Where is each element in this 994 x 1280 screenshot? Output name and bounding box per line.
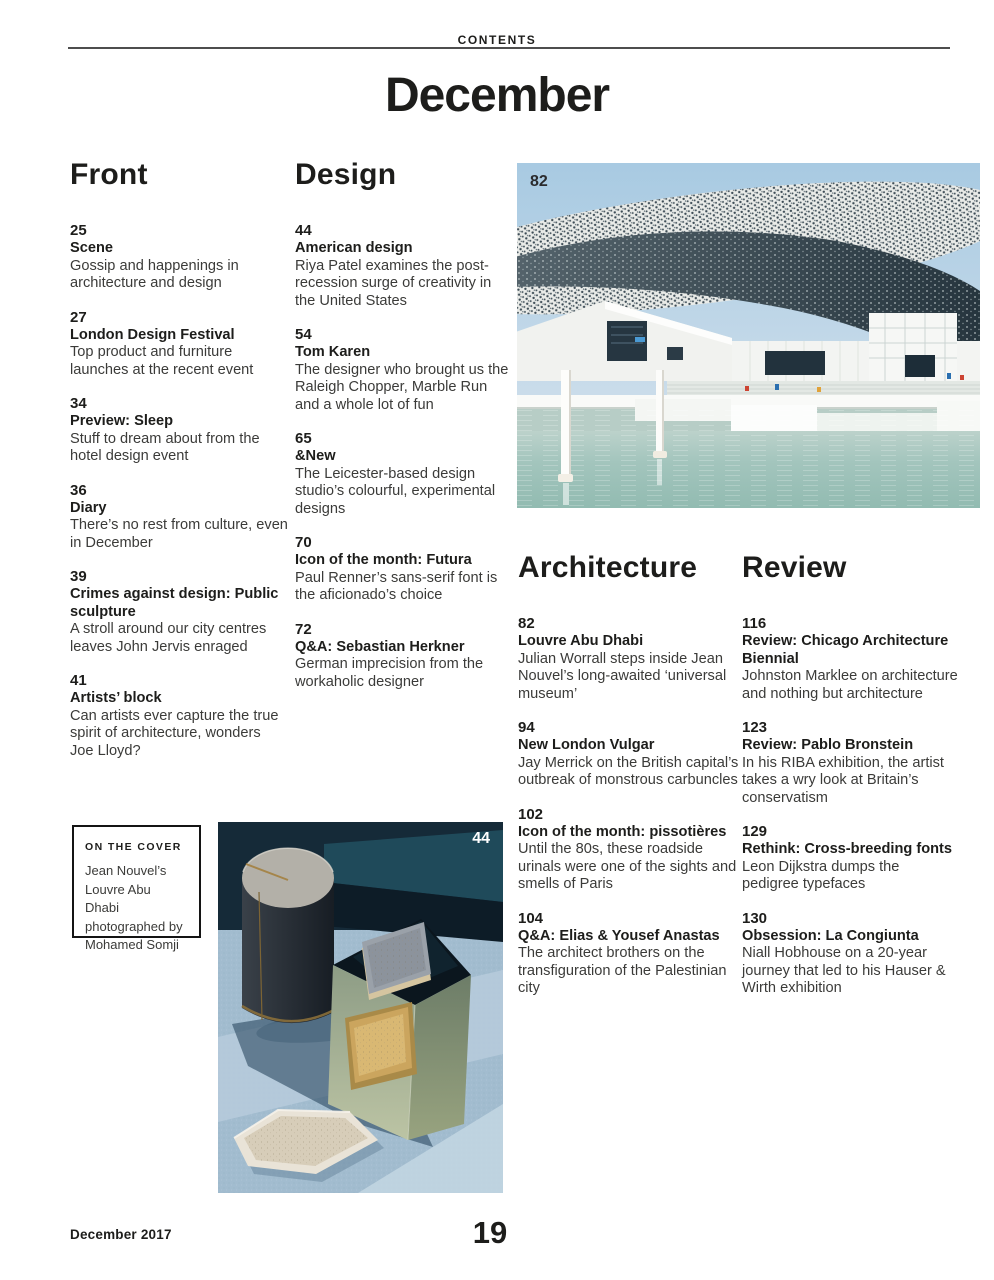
entry-page-number: 25	[70, 222, 87, 239]
louvre-abu-dhabi-photo	[517, 163, 980, 508]
toc-entry	[742, 910, 960, 998]
entry-description: Johnston Marklee on architecture and nothing but architecture	[742, 668, 958, 702]
entry-title: Preview: Sleep	[70, 413, 174, 429]
toc-entry	[70, 482, 288, 553]
toc-entry	[295, 326, 509, 414]
entry-page-number: 129	[742, 823, 768, 840]
entry-description: Niall Hobhouse on a 20-year journey that led to his Hauser & Wirth exhibition	[742, 945, 946, 996]
on-the-cover-box	[72, 825, 201, 952]
entry-title: Crimes against design: Public sculpture	[70, 586, 279, 620]
entry-title: Scene	[70, 240, 113, 256]
entry-description: German imprecision from the workaholic designer	[295, 656, 484, 690]
still-life-photo	[218, 822, 503, 1193]
photo-page-ref: 82	[530, 173, 548, 190]
entry-title: Q&A: Sebastian Herkner	[295, 638, 465, 655]
entry-page-number: 65	[295, 430, 312, 447]
header-rule	[68, 47, 950, 49]
entry-page-number: 54	[295, 326, 312, 343]
entry-page-number: 39	[70, 568, 87, 585]
footer-issue-date: December 2017	[70, 1227, 172, 1242]
page-kicker: CONTENTS	[457, 33, 537, 47]
entry-title: New London Vulgar	[518, 737, 655, 753]
toc-entry	[70, 672, 288, 760]
entry-title: Obsession: La Congiunta	[742, 927, 919, 944]
entry-title: Q&A: Elias & Yousef Anastas	[518, 927, 720, 944]
entry-description: Riya Patel examines the post-recession surge of creativity in the United States	[295, 257, 492, 309]
section-heading: Front	[70, 158, 148, 191]
entry-description: Julian Worrall steps inside Jean Nouvel’s long-awaited ‘universal museum’	[518, 650, 727, 702]
toc-entry	[742, 615, 960, 703]
section-front	[70, 150, 288, 776]
cover-box-label: ON THE COVER	[85, 841, 182, 853]
cover-box-text: Jean Nouvel’s Louvre Abu Dhabi photographed by Mohamed Somji	[85, 863, 183, 952]
entry-title: American design	[295, 240, 413, 256]
entry-description: Jay Merrick on the British capital’s outbreak of monstrous carbuncles	[518, 754, 739, 788]
toc-entry	[518, 806, 744, 894]
entry-title: London Design Festival	[70, 326, 235, 343]
toc-entry	[295, 430, 509, 518]
entry-description: Top product and furniture launches at the recent event	[70, 344, 254, 378]
toc-entry	[295, 534, 509, 605]
section-heading: Review	[742, 551, 847, 584]
entry-title: Icon of the month: pissotières	[518, 823, 727, 840]
entry-description: The architect brothers on the transfiguration of the Palestinian city	[518, 945, 727, 996]
entry-page-number: 44	[295, 222, 312, 239]
entry-page-number: 36	[70, 481, 87, 499]
toc-entry	[70, 309, 288, 380]
entry-page-number: 94	[518, 719, 535, 736]
entry-description: Stuff to dream about from the hotel design event	[70, 430, 260, 464]
toc-entry	[295, 222, 509, 310]
entry-title: Tom Karen	[295, 344, 371, 360]
toc-entry	[518, 719, 744, 790]
cylinder-object	[242, 848, 334, 1023]
entry-title: Artists’ block	[70, 690, 162, 706]
entry-description: Gossip and happenings in architecture and design	[70, 257, 239, 291]
entry-description: Leon Dijkstra dumps the pedigree typefaces	[742, 858, 900, 892]
section-design	[295, 150, 509, 707]
entry-page-number: 27	[70, 308, 87, 326]
toc-entry	[70, 395, 288, 466]
entry-page-number: 130	[742, 909, 768, 927]
photo-page-ref: 44	[472, 830, 490, 847]
entry-title: Diary	[70, 499, 107, 516]
entry-page-number: 41	[70, 672, 87, 689]
toc-entry	[742, 823, 960, 894]
section-heading: Architecture	[518, 551, 698, 584]
footer-page-number: 19	[472, 1215, 508, 1250]
entry-title: Rethink: Cross-breeding fonts	[742, 841, 952, 857]
entry-page-number: 70	[295, 534, 312, 551]
entry-title: Louvre Abu Dhabi	[518, 633, 644, 649]
toc-entry	[742, 719, 960, 807]
toc-entry	[70, 568, 288, 656]
entry-description: Can artists ever capture the true spirit of architecture, wonders Joe Lloyd?	[70, 707, 279, 759]
page-title: December	[384, 69, 610, 122]
entry-page-number: 123	[742, 719, 768, 736]
toc-entry	[518, 910, 744, 998]
entry-page-number: 116	[742, 615, 767, 632]
entry-page-number: 72	[295, 620, 312, 638]
entry-description: There’s no rest from culture, even in December	[70, 517, 288, 551]
entry-page-number: 34	[70, 395, 87, 412]
entry-title: Icon of the month: Futura	[295, 552, 472, 568]
toc-entry	[518, 615, 744, 703]
entry-title: Review: Chicago Architecture Biennial	[742, 633, 949, 667]
entry-page-number: 102	[518, 805, 544, 823]
entry-page-number: 82	[518, 615, 535, 632]
section-architecture	[518, 543, 744, 1014]
section-heading: Design	[295, 158, 397, 191]
entry-title: Review: Pablo Bronstein	[742, 737, 914, 753]
entry-title: &New	[295, 448, 336, 464]
entry-description: A stroll around our city centres leaves John Jervis enraged	[70, 621, 267, 655]
section-review	[742, 543, 960, 1014]
toc-entry	[70, 222, 288, 293]
entry-page-number: 104	[518, 909, 544, 927]
entry-description: The Leicester-based design studio’s colourful, experimental designs	[295, 465, 496, 517]
entry-description: Paul Renner’s sans-serif font is the aficionado’s choice	[295, 569, 498, 603]
toc-entry	[295, 621, 509, 692]
still-life-illustration	[218, 822, 503, 1193]
entry-description: In his RIBA exhibition, the artist takes a wry look at Britain’s conservatism	[742, 754, 944, 806]
entry-description: Until the 80s, these roadside urinals were one of the sights and smells of Paris	[518, 841, 737, 892]
entry-description: The designer who brought us the Raleigh Chopper, Marble Run and a whole lot of fun	[295, 361, 509, 413]
louvre-illustration	[517, 163, 980, 508]
